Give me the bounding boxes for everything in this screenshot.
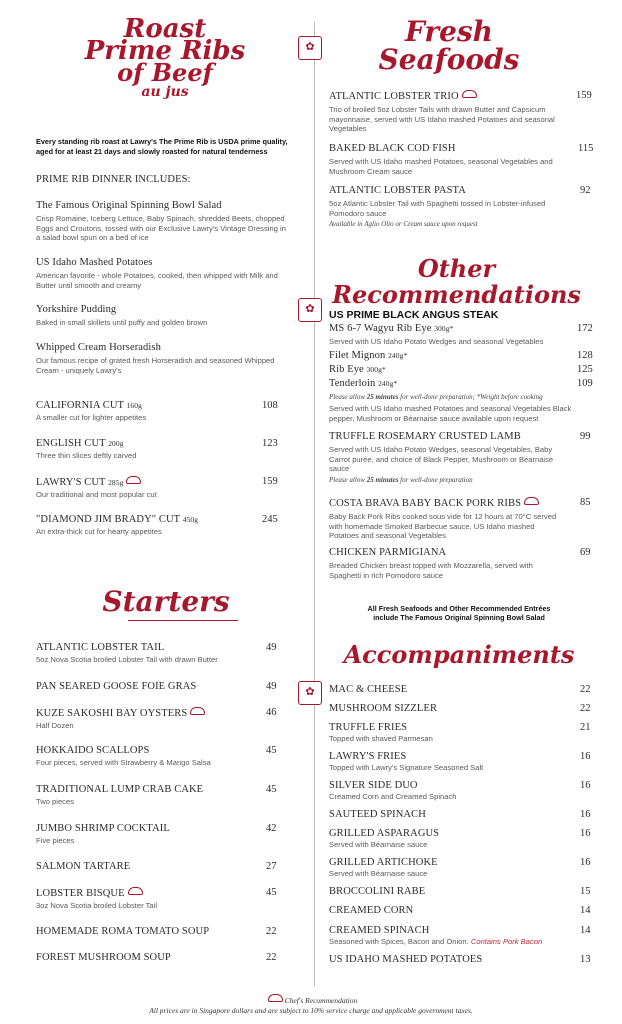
starter-item: ATLANTIC LOBSTER TAIL 5oz Nova Scotia broiled Lobster Tail with drawn Butter 49 xyxy=(36,642,277,664)
column-divider xyxy=(314,22,315,987)
accompaniments-emblem-icon: ✿ xyxy=(298,681,322,705)
side-item: GRILLED ARTICHOKE Served with Béarnaise sauce 16 xyxy=(329,857,591,878)
chef-recommendation-icon xyxy=(128,887,143,895)
side-item: TRUFFLE FRIES Topped with shaved Parmesan 21 xyxy=(329,722,591,743)
steak-prep-note: Please allow 25 minutes for well-done preparation; *Weight before cooking xyxy=(329,393,543,401)
side-item: BROCCOLINI RABE 15 xyxy=(329,886,591,897)
recommendations-emblem-icon: ✿ xyxy=(298,298,322,322)
seafood-item: ATLANTIC LOBSTER PASTA 5oz Atlantic Lobster Tail with Spaghetti tossed in Lobster-infused Pomodoro sauce Available in Aglio Olio or Cream sauce upon request 92 xyxy=(329,185,591,228)
steak-item-filet: Filet Mignon 240g* 128 xyxy=(329,350,593,361)
side-item: SILVER SIDE DUO Creamed Corn and Creamed Spinach 16 xyxy=(329,780,591,801)
starters-title: Starters xyxy=(102,585,230,618)
side-item: CREAMED CORN 14 xyxy=(329,905,591,916)
chef-recommendation-icon xyxy=(126,476,141,484)
side-item: US IDAHO MASHED POTATOES 13 xyxy=(329,954,591,965)
cut-item-california: CALIFORNIA CUT 160g A smaller cut for lighter appetites 108 xyxy=(36,400,278,422)
starter-item: HOKKAIDO SCALLOPS Four pieces, served with Strawberry & Mango Salsa 45 xyxy=(36,745,277,767)
starter-item: HOMEMADE ROMA TOMATO SOUP 22 xyxy=(36,926,277,937)
side-item: MUSHROOM SIZZLER 22 xyxy=(329,703,591,714)
side-item: LAWRY'S FRIES Topped with Lawry's Signature Seasoned Salt 16 xyxy=(329,751,591,772)
starters-title-underline xyxy=(128,620,238,621)
steak-item-tenderloin: Tenderloin 240g* 109 xyxy=(329,378,593,389)
include-item: The Famous Original Spinning Bowl Salad Crisp Romaine, Iceberg Lettuce, Baby Spinach, shredded Beets, chopped Eggs and Croutons, tossed with our Exclusive Lawry's Vintage Dressing in a salad bowl spun on a bed of ice xyxy=(36,200,286,242)
prime-rib-title: Roast Prime Ribs of Beef au jus xyxy=(84,14,246,100)
entree-footnote: All Fresh Seafoods and Other Recommended Entrées include The Famous Original Spinning Bowl Salad xyxy=(367,604,551,622)
other-recommendations-title: Other Recommendations xyxy=(332,254,581,309)
pork-ribs-item: COSTA BRAVA BABY BACK PORK RIBS Baby Back Pork Ribs cooked sous vide for 12 hours at 70°C served with homemade Smoked Barbecue sauce, US Idaho mashed Potatoes and seasonal Vegetables 85 xyxy=(329,497,591,540)
chef-recommendation-icon xyxy=(524,497,539,505)
seafoods-title: Fresh Seafoods xyxy=(378,15,520,76)
starter-item: KUZE SAKOSHI BAY OYSTERS Half Dozen 46 xyxy=(36,707,277,730)
starter-item: FOREST MUSHROOM SOUP 22 xyxy=(36,952,277,963)
includes-label: PRIME RIB DINNER INCLUDES: xyxy=(36,174,191,185)
steak-description: Served with US Idaho mashed Potatoes and seasonal Vegetables Black pepper, Mushroom or Béarnaise sauce available upon request xyxy=(329,404,572,423)
starter-item: JUMBO SHRIMP COCKTAIL Five pieces 42 xyxy=(36,823,277,845)
accompaniments-title: Accompaniments xyxy=(343,640,575,669)
footer-note: All prices are in Singapore dollars and are subject to 10% service charge and applicable government taxes. xyxy=(149,1006,473,1015)
side-item: MAC & CHEESE 22 xyxy=(329,684,591,695)
starter-item: PAN SEARED GOOSE FOIE GRAS 49 xyxy=(36,681,277,692)
chef-recommendation-icon xyxy=(268,994,283,1002)
chef-recommendation-icon xyxy=(462,90,477,98)
starter-item: LOBSTER BISQUE 3oz Nova Scotia broiled Lobster Tail 45 xyxy=(36,887,277,910)
cut-item-lawrys: LAWRY'S CUT 285g Our traditional and most popular cut 159 xyxy=(36,476,278,499)
wagyu-item: MS 6-7 Wagyu Rib Eye 300g* Served with US Idaho Potato Wedges and seasonal Vegetables 172 xyxy=(329,323,593,346)
side-item: CREAMED SPINACH Seasoned with Spices, Bacon and Onion. Contains Pork Bacon 14 xyxy=(329,925,591,946)
cut-item-diamond-jim-brady: "DIAMOND JIM BRADY" CUT 450g An extra-thick cut for hearty appetites 245 xyxy=(36,514,278,536)
side-item: GRILLED ASPARAGUS Served with Béarnaise sauce 16 xyxy=(329,828,591,849)
seafood-item: ATLANTIC LOBSTER TRIO Trio of broiled 5oz Lobster Tails with drawn Butter and Capsicum mayonnaise, served with US Idaho mashed Potatoes and seasonal Vegetables 159 xyxy=(329,90,592,133)
footer-legend: Chef's Recommendation xyxy=(0,994,622,1005)
chicken-item: CHICKEN PARMIGIANA Breaded Chicken breast topped with Mozzarella, served with Spaghetti in rich Pomodoro sauce 69 xyxy=(329,547,591,580)
chef-recommendation-icon xyxy=(190,707,205,715)
include-item: Yorkshire Pudding Baked in small skillets until puffy and golden brown xyxy=(36,304,208,327)
steak-item-ribeye: Rib Eye 300g* 125 xyxy=(329,364,593,375)
lamb-item: TRUFFLE ROSEMARY CRUSTED LAMB Served with US Idaho Potato Wedges, seasonal Vegetables, Baby Carrot purée, and choice of Black Pepper, Mushroom or Béarnaise sauce Please allow 25 minutes for well-done preparation 99 xyxy=(329,431,591,484)
starter-item: SALMON TARTARE 27 xyxy=(36,861,277,872)
steak-subtitle: US PRIME BLACK ANGUS STEAK xyxy=(329,309,499,321)
include-item: Whipped Cream Horseradish Our famous recipe of grated fresh Horseradish and seasoned Whipped Cream - uniquely Lawry's xyxy=(36,342,275,375)
seafood-emblem-icon: ✿ xyxy=(298,36,322,60)
seafood-item: BAKED BLACK COD FISH Served with US Idaho mashed Potatoes, seasonal Vegetables and Mushroom Cream sauce 115 xyxy=(329,143,594,176)
side-item: SAUTEED SPINACH 16 xyxy=(329,809,591,820)
prime-rib-intro: Every standing rib roast at Lawry's The Prime Rib is USDA prime quality, aged for at least 21 days and slowly roasted for natural tenderness xyxy=(36,137,288,156)
starter-item: TRADITIONAL LUMP CRAB CAKE Two pieces 45 xyxy=(36,784,277,806)
cut-item-english: ENGLISH CUT 200g Three thin slices deftly carved 123 xyxy=(36,438,278,460)
include-item: US Idaho Mashed Potatoes American favorite - whole Potatoes, cooked, then whipped with Milk and Butter until smooth and creamy xyxy=(36,257,278,290)
